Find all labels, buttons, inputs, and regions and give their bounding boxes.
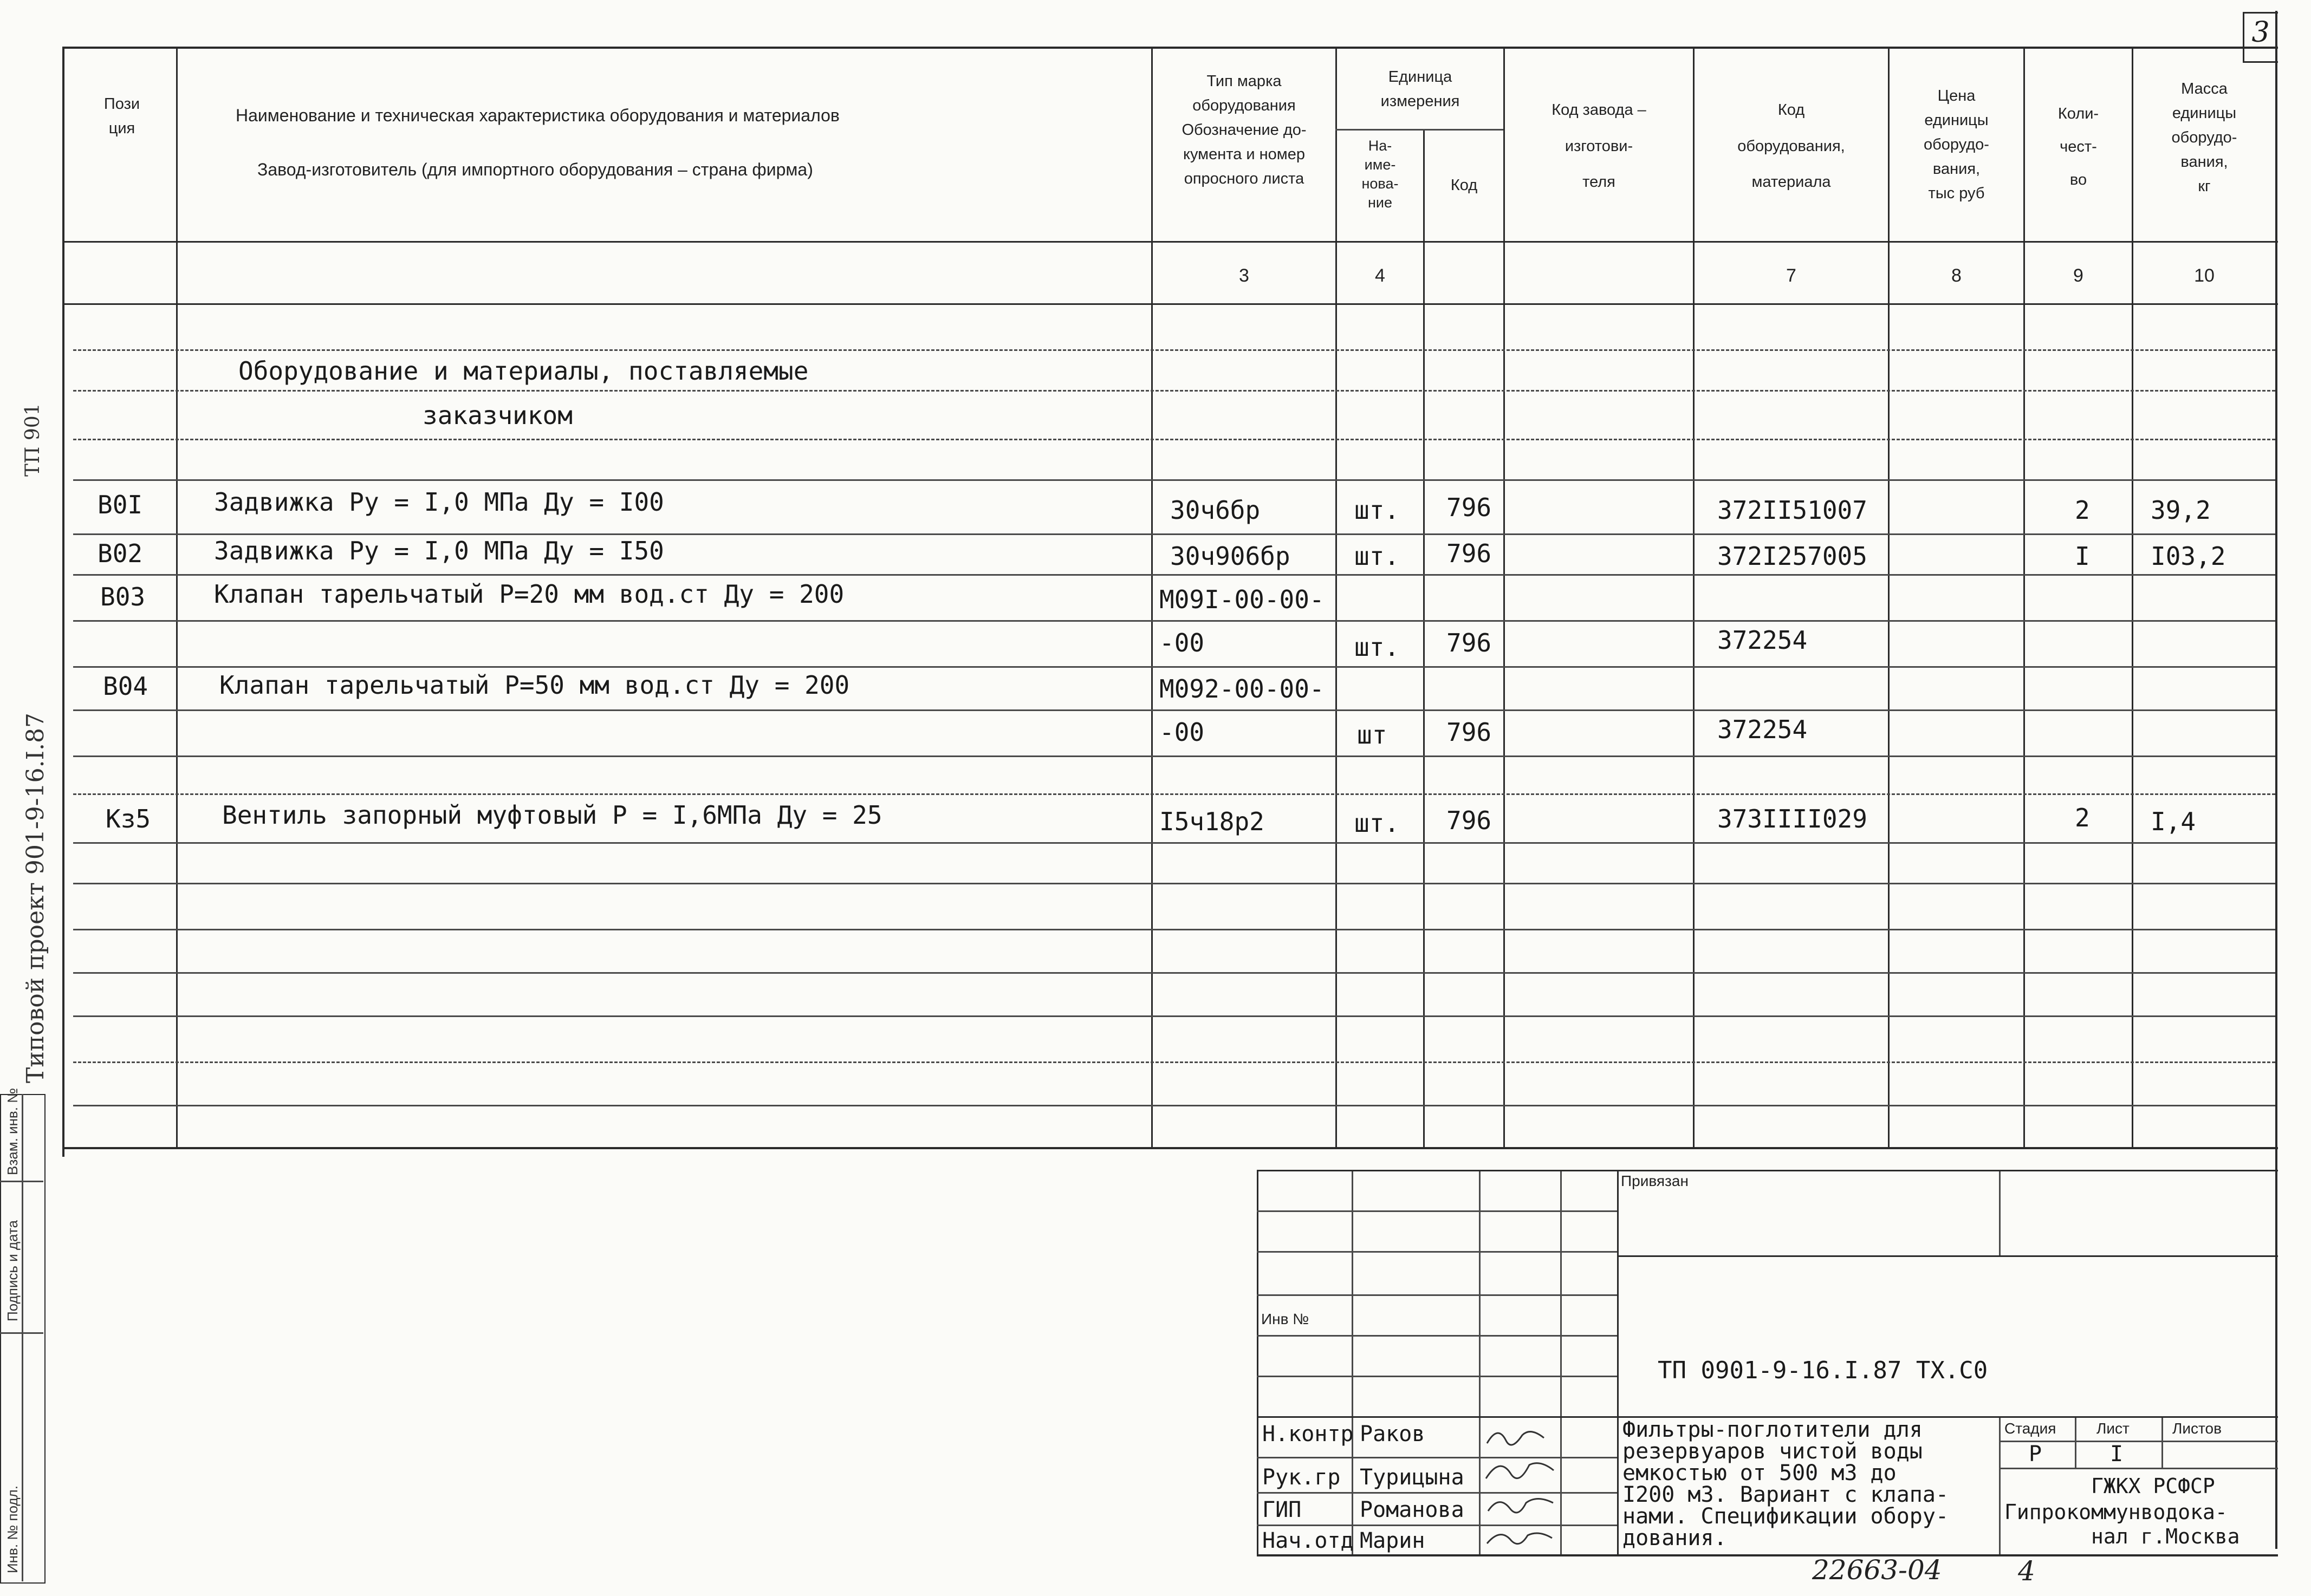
- unit-subheader-line: [1335, 129, 1503, 131]
- row-unit: шт.: [1354, 633, 1400, 662]
- row-line: [73, 390, 2275, 392]
- row-equip-code: 372I257005: [1717, 542, 1867, 571]
- row-line: [73, 479, 2275, 481]
- tb-role: ГИП: [1262, 1497, 1302, 1522]
- row-type-cont: -00: [1159, 628, 1205, 657]
- header-line: [62, 241, 2278, 243]
- tb-line: [1560, 1170, 1562, 1554]
- sheet-code: 22663-04: [1812, 1554, 1942, 1586]
- tb-role: Нач.отд: [1262, 1528, 1354, 1553]
- row-line: [73, 793, 2275, 795]
- tb-role: Рук.гр: [1262, 1465, 1341, 1490]
- row-line: [73, 709, 2275, 711]
- row-name: Клапан тарельчатый Р=50 мм вод.ст Ду = 200: [219, 670, 850, 700]
- row-line: [73, 1061, 2275, 1063]
- tb-line: [1257, 1170, 1258, 1554]
- tb-line: [1257, 1376, 1617, 1377]
- row-line: [73, 883, 2275, 884]
- row-code: 796: [1446, 718, 1492, 747]
- header-col1: Пози ция: [103, 95, 140, 137]
- row-line: [73, 666, 2275, 668]
- header-col4: На- име- нова- ние: [1361, 138, 1399, 211]
- header-col5: Код: [1450, 177, 1478, 194]
- row-qty: I: [2075, 542, 2090, 571]
- col-line-8: [2023, 47, 2025, 1147]
- row-type-cont: -00: [1159, 718, 1205, 747]
- row-pos: B02: [98, 539, 143, 568]
- tb-line: [1999, 1416, 2001, 1554]
- row-line: [73, 533, 2275, 535]
- row-mass: I03,2: [2151, 542, 2226, 571]
- row-line: [73, 620, 2275, 622]
- row-line: [73, 349, 2275, 351]
- frame-top: [62, 47, 2278, 49]
- row-line: [73, 755, 2275, 757]
- tb-line: [1257, 1210, 1617, 1212]
- row-mass: I,4: [2151, 807, 2196, 836]
- tb-line: [1257, 1170, 2278, 1171]
- tb-role: Н.контр: [1262, 1422, 1354, 1447]
- margin-sign-date: Подпись и дата: [4, 1220, 21, 1321]
- row-unit: шт.: [1354, 809, 1400, 838]
- section-title-line1: Оборудование и материалы, поставляемые: [238, 356, 809, 386]
- row-unit: шт.: [1354, 542, 1400, 571]
- colnum-10: 10: [2194, 265, 2215, 286]
- row-type: М09I-00-00-: [1159, 585, 1325, 614]
- page-number: 3: [2251, 16, 2270, 49]
- col-line-1: [176, 47, 178, 1147]
- tb-line: [1617, 1170, 1619, 1554]
- row-code: 796: [1446, 628, 1492, 657]
- header-col7: Код оборудования, материала: [1737, 101, 1845, 191]
- tb-line: [1999, 1170, 2001, 1256]
- tb-sheets-label: Листов: [2172, 1420, 2222, 1437]
- header-col3: Тип марка оборудования Обозначение до- кумента и номер опросного листа: [1182, 73, 1307, 187]
- tb-person: Романова: [1360, 1497, 1464, 1522]
- margin-inv-orig: Инв. № подл.: [4, 1486, 21, 1573]
- tb-doc-code: ТП 0901-9-16.I.87 ТХ.С0: [1658, 1357, 1988, 1384]
- header-col6: Код завода – изготови- теля: [1552, 101, 1646, 191]
- tb-line: [1617, 1255, 2278, 1257]
- row-line: [73, 1015, 2275, 1017]
- row-code: 796: [1446, 806, 1492, 835]
- side-tag: ТП 901: [22, 403, 44, 477]
- row-code: 796: [1446, 539, 1492, 568]
- tb-sheet-value: I: [2110, 1442, 2124, 1467]
- row-name: Клапан тарельчатый Р=20 мм вод.ст Ду = 200: [214, 579, 845, 609]
- sheet-suffix: 4: [2018, 1555, 2035, 1587]
- row-code: 796: [1446, 493, 1492, 522]
- frame-bottom: [1257, 1554, 2278, 1556]
- row-line: [73, 972, 2275, 974]
- colnum-7: 7: [1786, 265, 1796, 286]
- tb-line: [1257, 1457, 1617, 1458]
- row-type: М092-00-00-: [1159, 674, 1325, 703]
- tb-person: Турицына: [1360, 1465, 1464, 1490]
- tb-org-line1: ГЖКХ РСФСР: [2091, 1474, 2215, 1498]
- row-name: Задвижка Ру = I,0 МПа Ду = I50: [214, 536, 664, 565]
- header-col2-line1: Наименование и техническая характеристика оборудования и материалов: [236, 106, 840, 125]
- row-type: 30ч6бр: [1170, 496, 1261, 525]
- col-line-7: [1888, 47, 1890, 1147]
- tb-description: Фильтры-поглотители для резервуаров чистой воды емкостью от 500 м3 до I200 м3. Вариант с клапа- нами. Спецификации обору- дования.: [1622, 1417, 1949, 1551]
- tb-inv-no: Инв №: [1261, 1311, 1309, 1327]
- colnum-3: 3: [1239, 265, 1249, 286]
- tb-line: [1257, 1251, 1617, 1253]
- row-equip-code: 372254: [1717, 626, 1808, 655]
- margin-inv-dub: Взам. инв. №: [4, 1087, 21, 1175]
- tb-line: [1257, 1525, 1617, 1526]
- row-line: [73, 1105, 2275, 1106]
- row-pos: B04: [103, 672, 148, 701]
- tb-line: [1257, 1492, 1617, 1494]
- header-col8: Цена единицы оборудо- вания, тыс руб: [1924, 87, 1989, 202]
- tb-line: [1999, 1468, 2278, 1469]
- row-qty: 2: [2075, 496, 2090, 525]
- side-project-text: Типовой проект 901-9-16.I.87: [22, 713, 49, 1083]
- row-type: I5ч18р2: [1159, 807, 1264, 836]
- row-name: Вентиль запорный муфтовый Р = I,6МПа Ду = 25: [222, 800, 882, 830]
- row-line: [73, 574, 2275, 576]
- tb-line: [1479, 1170, 1481, 1554]
- tb-person: Марин: [1360, 1528, 1425, 1553]
- colnum-9: 9: [2073, 265, 2083, 286]
- row-pos: B0I: [98, 490, 143, 519]
- col-line-6: [1693, 47, 1695, 1147]
- header-col10: Масса единицы оборудо- вания, кг: [2171, 80, 2237, 195]
- tb-sheet-label: Лист: [2096, 1420, 2130, 1437]
- row-line: [73, 842, 2275, 844]
- row-line: [73, 439, 2275, 440]
- row-mass: 39,2: [2151, 496, 2211, 525]
- row-type: 30ч906бр: [1170, 542, 1290, 571]
- header-col9: Коли- чест- во: [2057, 105, 2099, 188]
- tb-org-line3: нал г.Москва: [2091, 1525, 2240, 1548]
- tb-stage-label: Стадия: [2004, 1420, 2056, 1437]
- frame-bottom-table: [62, 1147, 2278, 1149]
- frame-left: [62, 47, 64, 1157]
- tb-line: [1352, 1170, 1353, 1554]
- col-line-9: [2132, 47, 2133, 1147]
- row-pos: Кз5: [106, 804, 151, 833]
- colnum-4: 4: [1375, 265, 1385, 286]
- row-equip-code: 372254: [1717, 715, 1808, 744]
- signature-image: [1482, 1419, 1560, 1554]
- colnum-line: [62, 303, 2278, 305]
- row-equip-code: 372II51007: [1717, 496, 1867, 525]
- row-name: Задвижка Ру = I,0 МПа Ду = I00: [214, 487, 664, 517]
- row-equip-code: 373IIII029: [1717, 804, 1867, 833]
- row-unit: шт: [1357, 720, 1387, 750]
- tb-org-line2: Гипрокоммунводока-: [2004, 1500, 2228, 1524]
- row-line: [73, 929, 2275, 930]
- section-title-line2: заказчиком: [423, 401, 573, 430]
- tb-privyazan: Привязан: [1621, 1172, 1689, 1189]
- tb-person: Раков: [1360, 1422, 1425, 1447]
- tb-line: [1257, 1335, 1617, 1337]
- colnum-8: 8: [1951, 265, 1962, 286]
- tb-stage-value: Р: [2029, 1442, 2042, 1467]
- margin-stamp-line: [22, 1094, 23, 1581]
- col-line-5: [1503, 47, 1505, 1147]
- col-line-2: [1151, 47, 1153, 1147]
- row-unit: шт.: [1354, 496, 1400, 525]
- header-col2-line2: Завод-изготовитель (для импортного оборудования – страна фирма): [257, 160, 813, 179]
- row-qty: 2: [2075, 803, 2090, 832]
- row-pos: B03: [100, 582, 146, 611]
- col-line-4: [1423, 130, 1425, 1147]
- tb-line: [1257, 1294, 1617, 1296]
- header-unit: Единица измерения: [1380, 68, 1460, 110]
